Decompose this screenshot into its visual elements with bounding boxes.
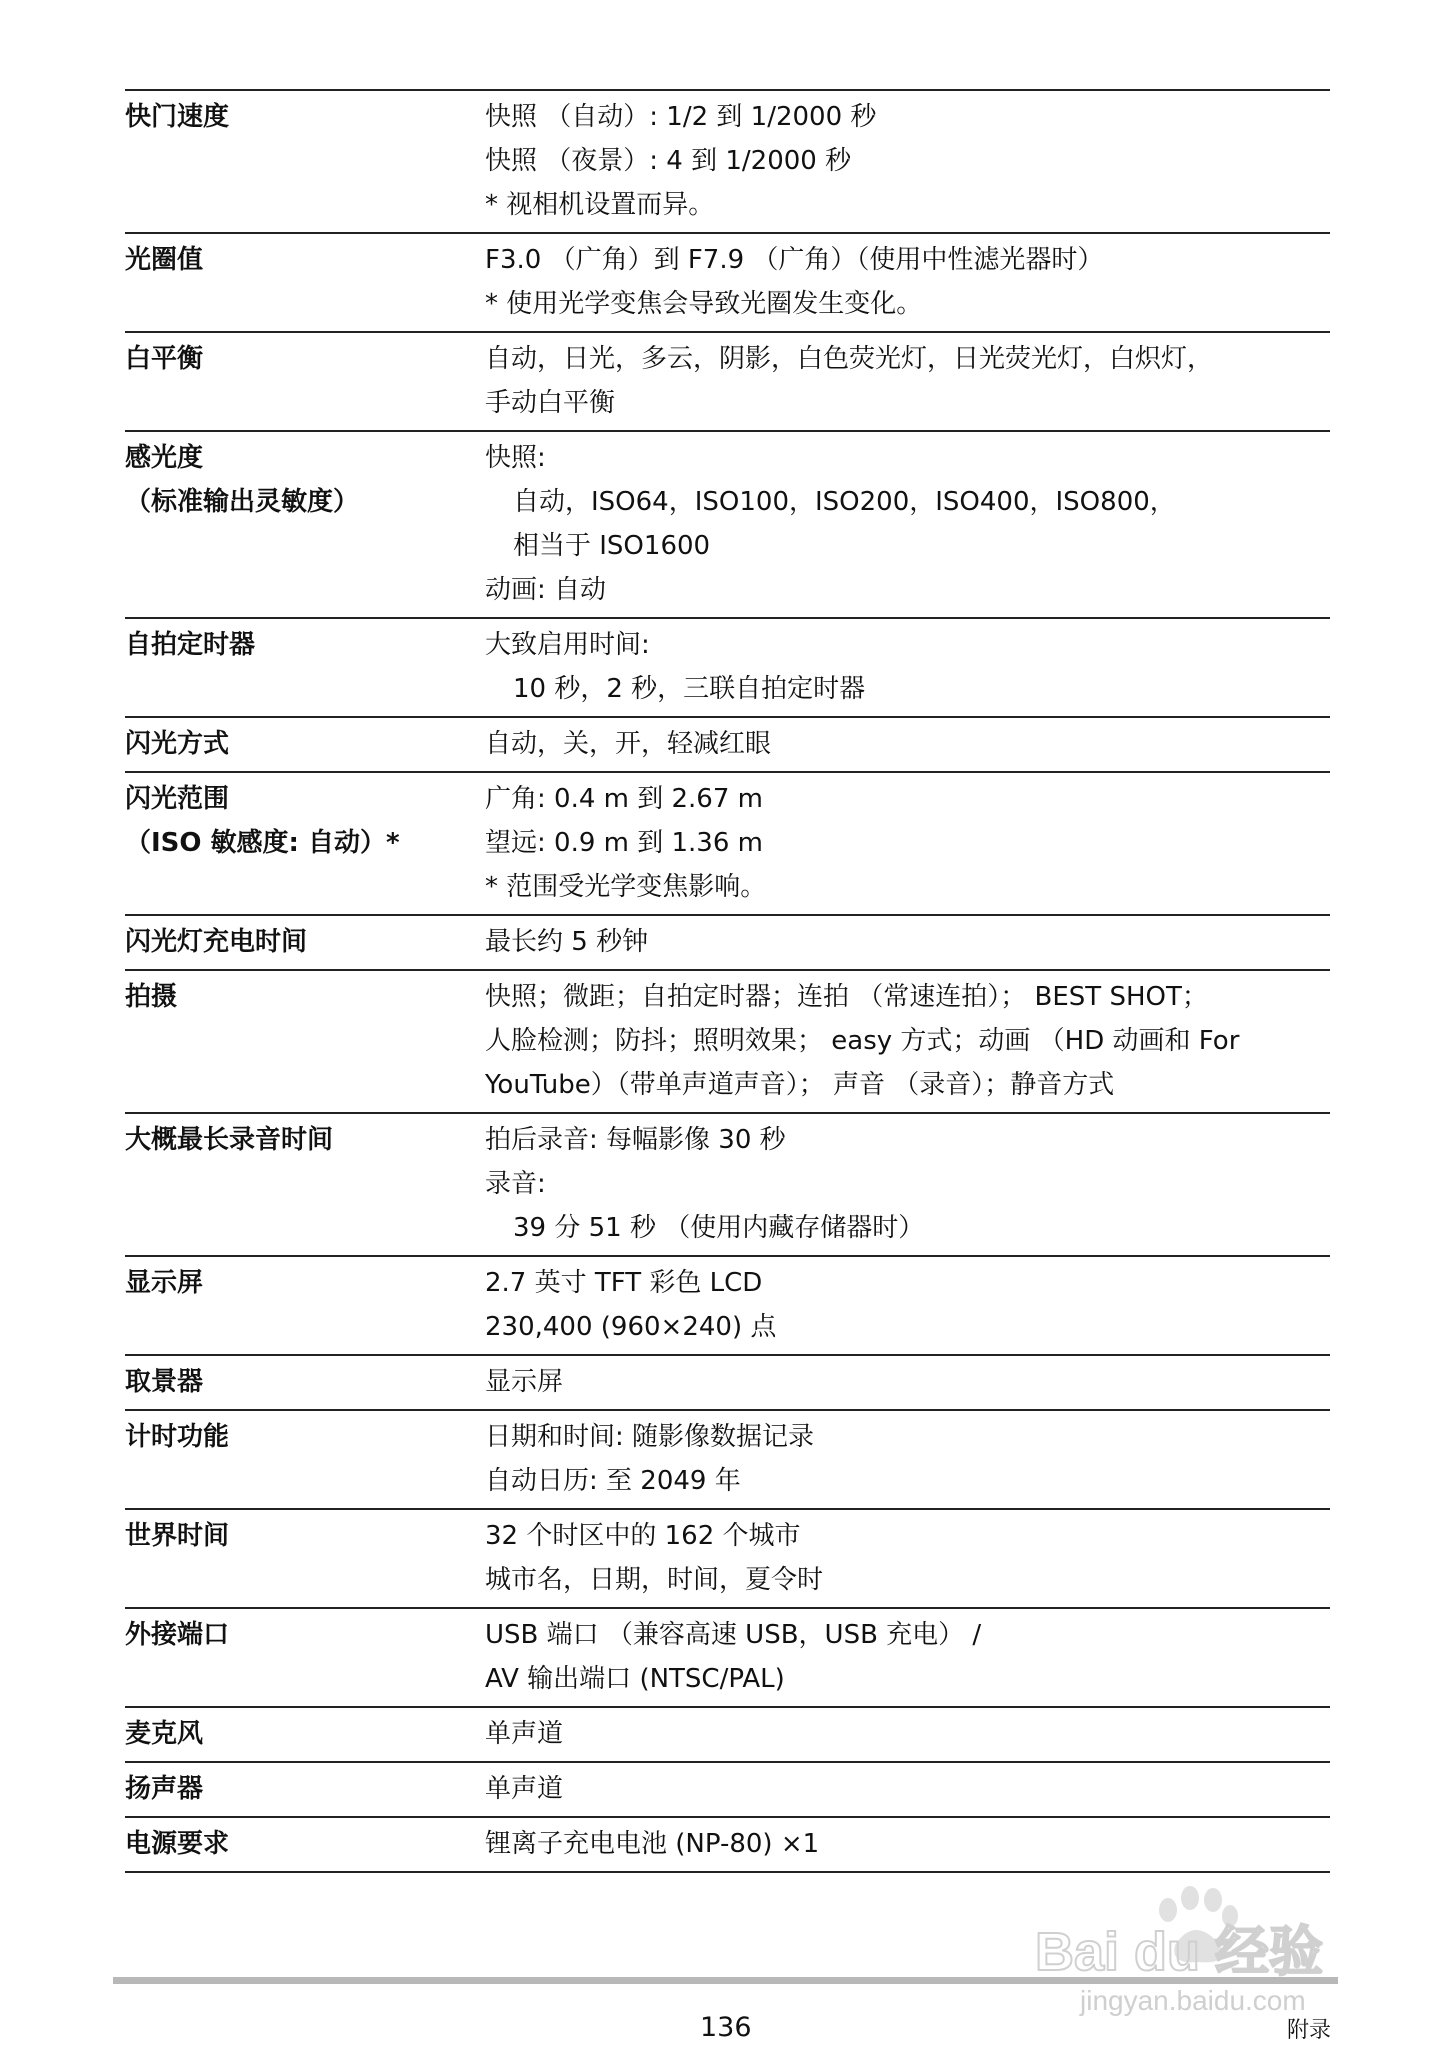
spec-row	[125, 333, 1330, 432]
spec-label-line: 白平衡	[125, 344, 204, 374]
spec-value-line: 39 分 51 秒 （使用内藏存储器时）	[513, 1213, 925, 1243]
spec-value	[485, 1360, 1330, 1404]
spec-value-line: 显示屏	[485, 1367, 564, 1397]
spec-value-line: * 范围受光学变焦影响。	[485, 872, 767, 902]
spec-value	[485, 95, 1330, 227]
spec-value-line: 拍后录音: 每幅影像 30 秒	[485, 1125, 786, 1155]
baidu-watermark-logo	[1030, 1850, 1360, 2020]
spec-label-line: 扬声器	[125, 1774, 204, 1804]
spec-value	[485, 337, 1330, 425]
spec-label	[125, 1118, 485, 1250]
spec-value-line: 城市名，日期，时间，夏令时	[485, 1565, 824, 1595]
spec-label-line: 计时功能	[125, 1422, 230, 1452]
spec-row	[125, 718, 1330, 773]
spec-value	[485, 1767, 1330, 1811]
spec-value-line: 快照 （自动）: 1/2 到 1/2000 秒	[485, 102, 877, 132]
watermark-url: jingyan.baidu.com	[1080, 1985, 1306, 2016]
spec-label	[125, 1613, 485, 1701]
page-number: 136	[700, 2012, 752, 2043]
spec-value-line: 快照；微距；自拍定时器；连拍 （常速连拍）； BEST SHOT；	[485, 982, 1208, 1012]
spec-label	[125, 1767, 485, 1811]
spec-label	[125, 777, 485, 909]
spec-label	[125, 95, 485, 227]
spec-label	[125, 722, 485, 766]
spec-label-line: 快门速度	[125, 102, 230, 132]
section-label: 附录	[1287, 2018, 1332, 2043]
spec-label-line: 光圈值	[125, 245, 204, 275]
spec-value	[485, 722, 1330, 766]
spec-value-line: 望远: 0.9 m 到 1.36 m	[485, 828, 763, 858]
spec-label	[125, 1261, 485, 1349]
spec-label-line: 麦克风	[125, 1719, 204, 1749]
spec-value-line: 2.7 英寸 TFT 彩色 LCD	[485, 1268, 763, 1298]
spec-row	[125, 619, 1330, 718]
spec-label	[125, 238, 485, 326]
spec-value-line: 单声道	[485, 1719, 564, 1749]
spec-label	[125, 623, 485, 711]
spec-label-line: 闪光方式	[125, 729, 230, 759]
spec-label	[125, 1712, 485, 1756]
spec-row	[125, 432, 1330, 619]
spec-label-line: 世界时间	[125, 1521, 230, 1551]
spec-value-line: F3.0 （广角）到 F7.9 （广角）（使用中性滤光器时）	[485, 245, 1104, 275]
spec-row	[125, 1411, 1330, 1510]
spec-label-line: 大概最长录音时间	[125, 1125, 334, 1155]
spec-label-line: 电源要求	[125, 1829, 230, 1859]
spec-label	[125, 975, 485, 1107]
spec-label-line: 显示屏	[125, 1268, 204, 1298]
spec-value-line: 自动，关，开，轻减红眼	[485, 729, 772, 759]
spec-value-line: 手动白平衡	[485, 388, 616, 418]
spec-value-line: 相当于 ISO1600	[513, 531, 711, 561]
spec-value-line: 广角: 0.4 m 到 2.67 m	[485, 784, 763, 814]
spec-value-line: * 视相机设置而异。	[485, 190, 715, 220]
spec-label	[125, 1514, 485, 1602]
spec-value	[485, 1415, 1330, 1503]
spec-label-line: 取景器	[125, 1367, 204, 1397]
spec-label-line: 拍摄	[125, 982, 178, 1012]
spec-value-line: 大致启用时间:	[485, 630, 650, 660]
spec-row	[125, 1114, 1330, 1257]
spec-label	[125, 920, 485, 964]
spec-value-line: 自动，日光，多云，阴影，白色荧光灯，日光荧光灯，白炽灯，	[485, 344, 1214, 374]
spec-value-line: 人脸检测；防抖；照明效果； easy 方式；动画 （HD 动画和 For	[485, 1026, 1240, 1056]
spec-row	[125, 1609, 1330, 1708]
spec-label-line: 自拍定时器	[125, 630, 256, 660]
spec-value-line: 最长约 5 秒钟	[485, 927, 649, 957]
spec-value-line: 230,400 (960×240) 点	[485, 1312, 777, 1342]
spec-row	[125, 1708, 1330, 1763]
spec-value-line: 日期和时间: 随影像数据记录	[485, 1422, 815, 1452]
spec-value	[485, 920, 1330, 964]
spec-label	[125, 337, 485, 425]
spec-value-line: 快照:	[485, 443, 546, 473]
spec-value-line: 自动，ISO64，ISO100，ISO200，ISO400，ISO800，	[513, 487, 1176, 517]
spec-value-line: 动画: 自动	[485, 575, 607, 605]
spec-value-line: 单声道	[485, 1774, 564, 1804]
watermark-brand: Bai du 经验	[1035, 1922, 1324, 1982]
spec-label-line: （标准输出灵敏度）	[125, 487, 360, 517]
spec-value	[485, 777, 1330, 909]
spec-value	[485, 436, 1330, 612]
spec-value-line: 32 个时区中的 162 个城市	[485, 1521, 801, 1551]
spec-value-line: USB 端口 （兼容高速 USB，USB 充电） /	[485, 1620, 982, 1650]
spec-value-line: 自动日历: 至 2049 年	[485, 1466, 741, 1496]
spec-value-line: AV 输出端口 (NTSC/PAL)	[485, 1664, 785, 1694]
spec-value	[485, 1118, 1330, 1250]
spec-value	[485, 1261, 1330, 1349]
spec-label-line: （ISO 敏感度: 自动）*	[125, 828, 400, 858]
spec-label-line: 感光度	[125, 443, 204, 473]
spec-row	[125, 1510, 1330, 1609]
spec-value-line: * 使用光学变焦会导致光圈发生变化。	[485, 289, 923, 319]
spec-value	[485, 1514, 1330, 1602]
spec-value-line: YouTube）（带单声道声音）； 声音 （录音）；静音方式	[485, 1070, 1115, 1100]
spec-row	[125, 234, 1330, 333]
spec-row	[125, 91, 1330, 234]
spec-value	[485, 623, 1330, 711]
spec-table	[125, 89, 1330, 1873]
spec-label	[125, 1415, 485, 1503]
spec-value	[485, 238, 1330, 326]
spec-row	[125, 916, 1330, 971]
spec-label-line: 闪光范围	[125, 784, 230, 814]
spec-value	[485, 975, 1330, 1107]
spec-value-line: 10 秒，2 秒，三联自拍定时器	[513, 674, 866, 704]
spec-row	[125, 773, 1330, 916]
spec-value-line: 锂离子充电电池 (NP-80) ×1	[485, 1829, 820, 1859]
spec-value	[485, 1613, 1330, 1701]
spec-label-line: 外接端口	[125, 1620, 230, 1650]
spec-row	[125, 1257, 1330, 1356]
spec-label	[125, 436, 485, 612]
spec-label	[125, 1360, 485, 1404]
spec-row	[125, 1356, 1330, 1411]
spec-label-line: 闪光灯充电时间	[125, 927, 308, 957]
spec-row	[125, 1763, 1330, 1818]
spec-row	[125, 971, 1330, 1114]
spec-label	[125, 1822, 485, 1866]
spec-value	[485, 1712, 1330, 1756]
spec-value-line: 快照 （夜景）: 4 到 1/2000 秒	[485, 146, 852, 176]
spec-value-line: 录音:	[485, 1169, 546, 1199]
